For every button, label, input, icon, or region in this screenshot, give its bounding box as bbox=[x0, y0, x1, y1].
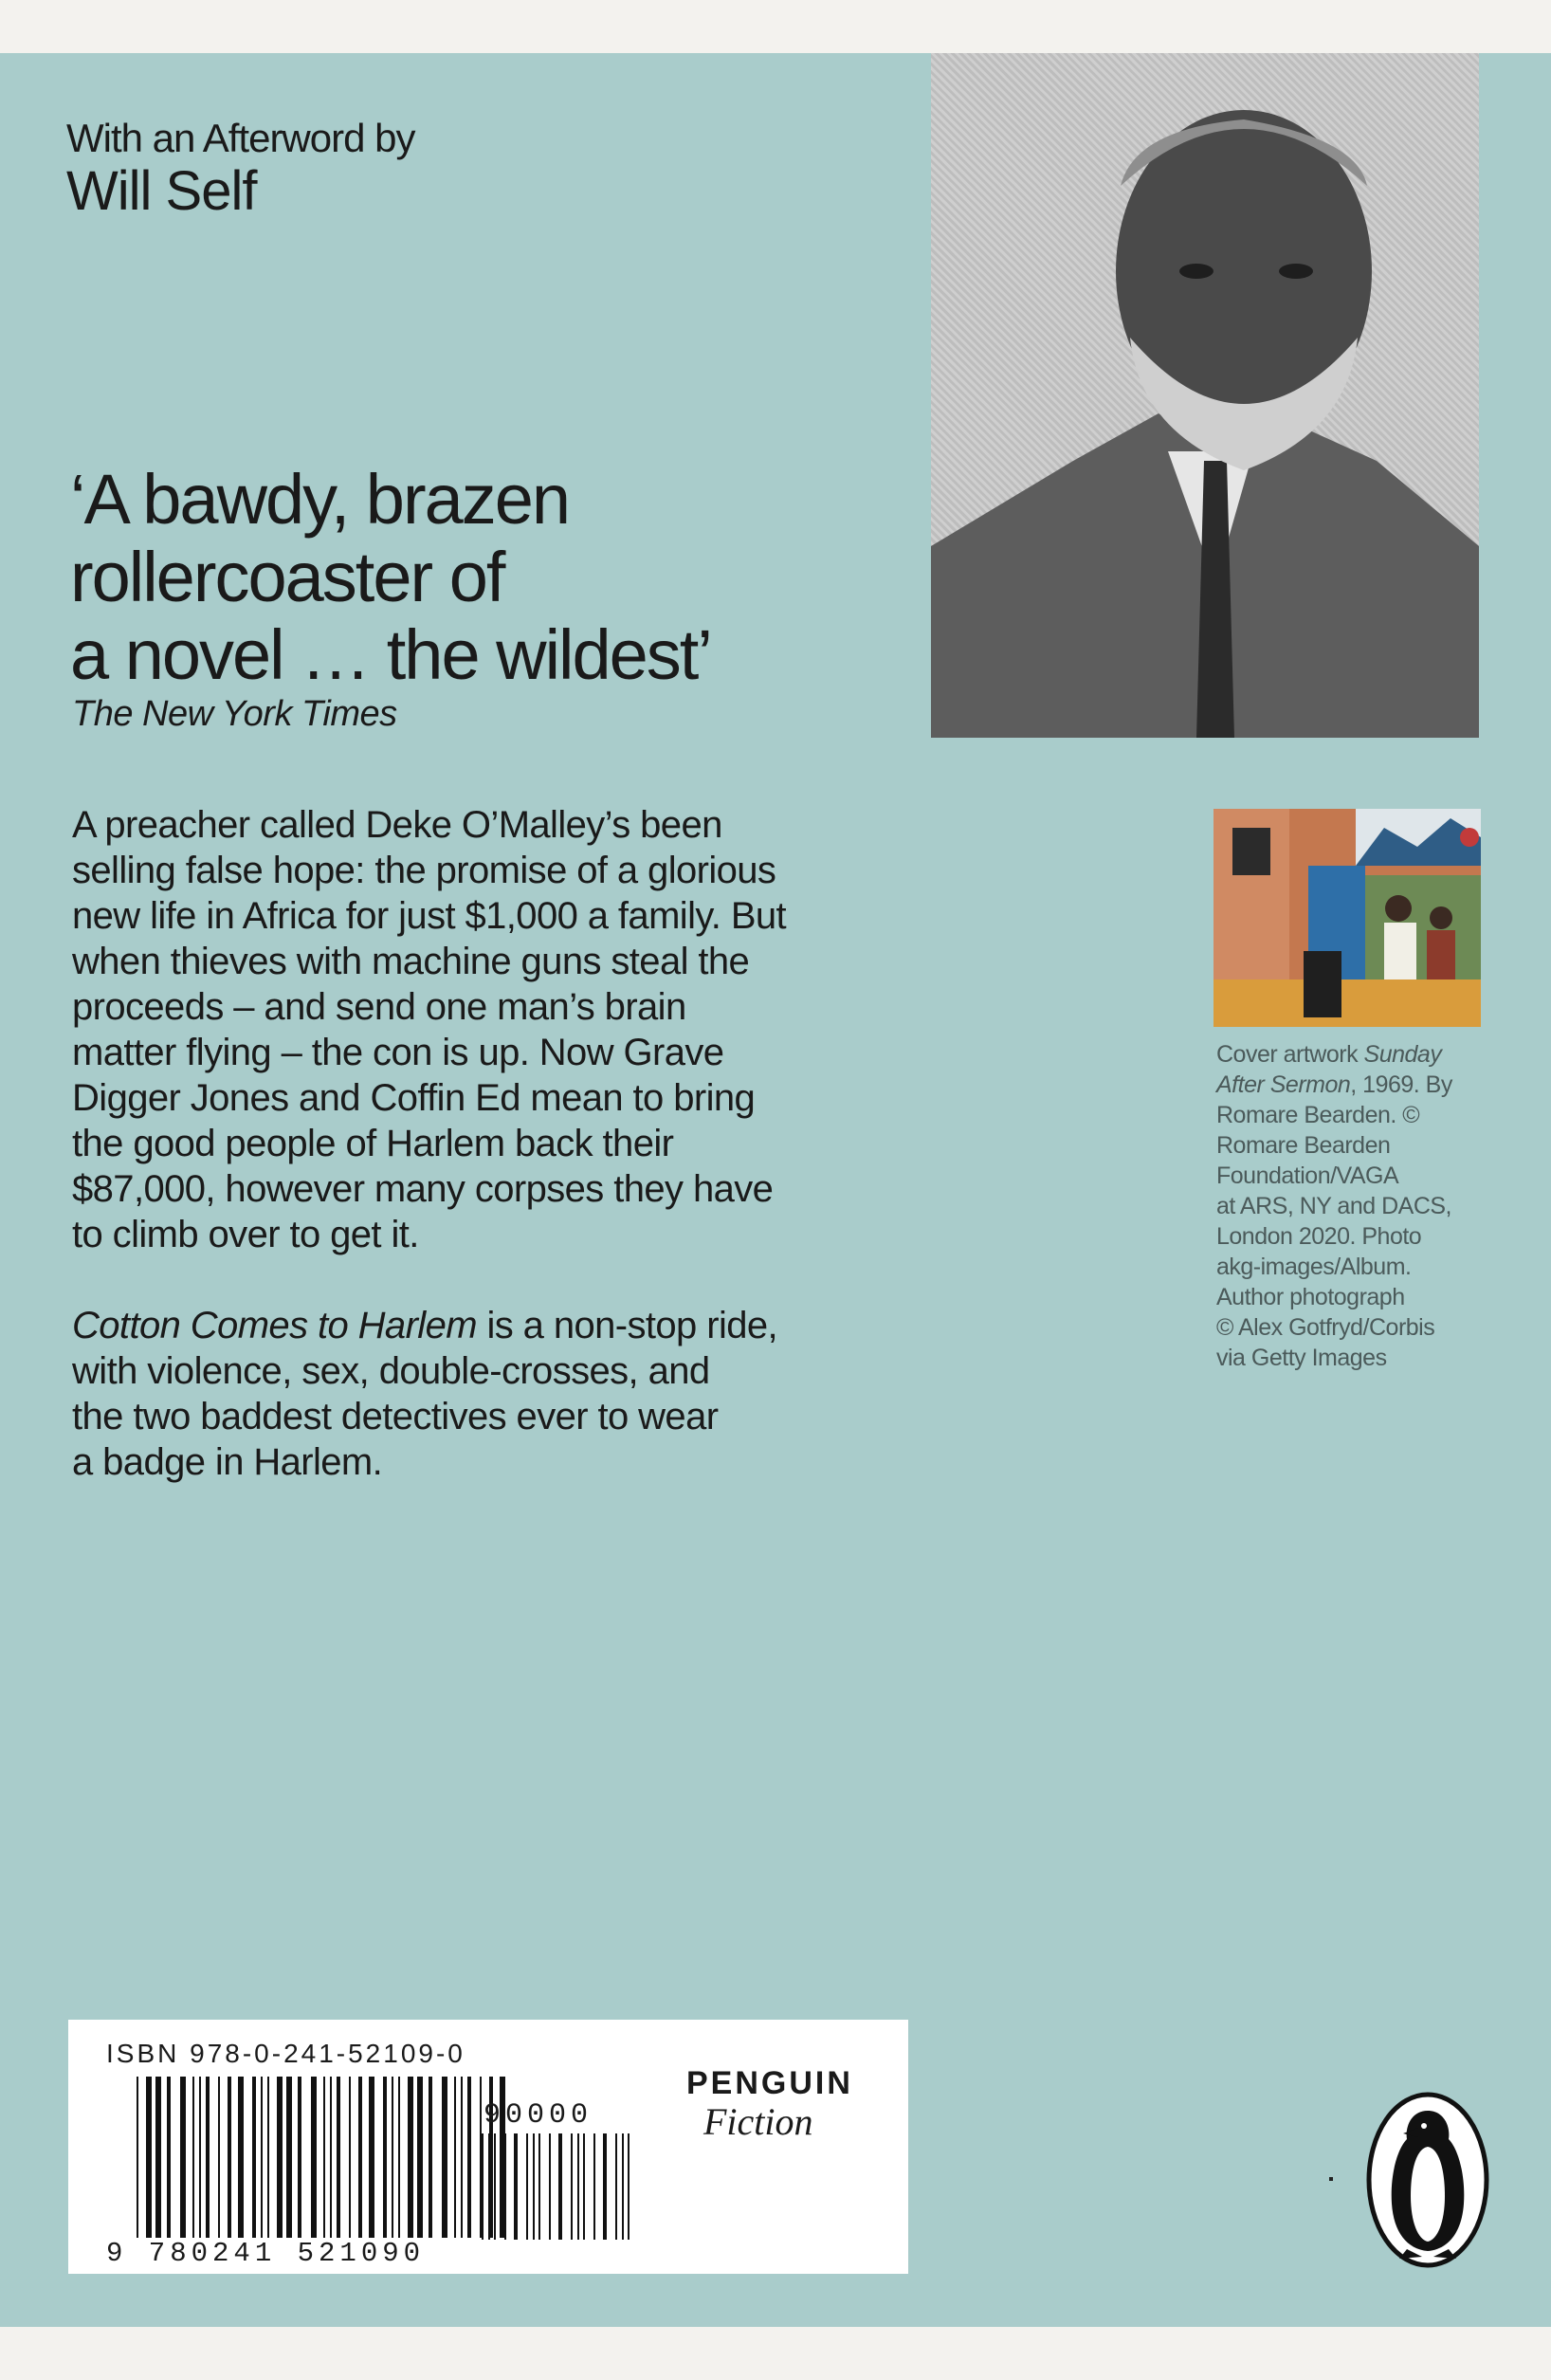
artwork-title: Sunday bbox=[1363, 1041, 1442, 1068]
barcode-bar bbox=[252, 2077, 256, 2238]
cover-credit bbox=[1216, 1039, 1501, 1373]
barcode-bar bbox=[533, 2133, 535, 2240]
barcode-bar bbox=[277, 2077, 283, 2238]
description-line: Digger Jones and Coffin Ed mean to bring bbox=[72, 1077, 756, 1119]
quote-source: The New York Times bbox=[72, 694, 397, 734]
credit-text: © Alex Gotfryd/Corbis bbox=[1216, 1314, 1435, 1341]
barcode-bar bbox=[461, 2077, 463, 2238]
barcode-bar bbox=[383, 2077, 387, 2238]
review-quote bbox=[70, 461, 904, 694]
credit-text: London 2020. Photo bbox=[1216, 1223, 1422, 1250]
barcode-bar bbox=[349, 2077, 351, 2238]
barcode-bar bbox=[180, 2077, 186, 2238]
description-line: A preacher called Deke O’Malley’s been bbox=[72, 804, 722, 846]
barcode-bar bbox=[549, 2133, 551, 2240]
description-line: when thieves with machine guns steal the bbox=[72, 941, 750, 982]
barcode-bar bbox=[298, 2077, 301, 2238]
quote-line: a novel … the wildest’ bbox=[70, 615, 711, 694]
barcode-bar bbox=[538, 2133, 540, 2240]
book-title: Cotton Comes to Harlem bbox=[72, 1305, 477, 1346]
barcode-bar bbox=[504, 2133, 506, 2240]
description-paragraph bbox=[72, 802, 906, 1257]
barcode-bar bbox=[583, 2133, 585, 2240]
barcode-bar bbox=[369, 2077, 374, 2238]
barcode-bar bbox=[488, 2133, 490, 2240]
barcode-bar bbox=[593, 2133, 595, 2240]
penguin-logo-icon bbox=[1361, 2090, 1494, 2270]
barcode-bar bbox=[558, 2133, 562, 2240]
barcode-bar bbox=[467, 2077, 471, 2238]
barcode-bar bbox=[261, 2077, 263, 2238]
barcode-bar bbox=[218, 2077, 220, 2238]
description-line: to climb over to get it. bbox=[72, 1214, 419, 1255]
barcode-bar bbox=[417, 2077, 423, 2238]
barcode-bar bbox=[206, 2077, 210, 2238]
barcode-bar bbox=[577, 2133, 579, 2240]
back-cover bbox=[0, 53, 1551, 2327]
barcode-bar bbox=[267, 2077, 269, 2238]
barcode-bar bbox=[192, 2077, 194, 2238]
quote-line: rollercoaster of bbox=[70, 538, 504, 616]
barcode-bar bbox=[199, 2077, 201, 2238]
description-line: is a non-stop ride, bbox=[476, 1305, 778, 1346]
description-line: $87,000, however many corpses they have bbox=[72, 1168, 774, 1210]
description-line: new life in Africa for just $1,000 a family. But bbox=[72, 895, 787, 937]
barcode-bar bbox=[167, 2077, 171, 2238]
barcode-bar bbox=[398, 2077, 400, 2238]
afterword-author: Will Self bbox=[66, 160, 257, 222]
barcode-bar bbox=[137, 2077, 138, 2238]
afterword-intro: With an Afterword by bbox=[66, 116, 415, 160]
barcode-bar bbox=[392, 2077, 393, 2238]
barcode-bar bbox=[358, 2077, 362, 2238]
isbn-digits: 9 780241 521090 bbox=[106, 2238, 426, 2269]
barcode-bar bbox=[228, 2077, 231, 2238]
publisher-name: PENGUIN bbox=[686, 2065, 853, 2101]
barcode-bar bbox=[442, 2077, 447, 2238]
barcode-bar bbox=[330, 2077, 332, 2238]
isbn-barcode bbox=[137, 2077, 516, 2238]
barcode-bar bbox=[482, 2133, 484, 2240]
barcode-bar bbox=[628, 2133, 630, 2240]
credit-text: Author photograph bbox=[1216, 1284, 1405, 1310]
description-line: a badge in Harlem. bbox=[72, 1441, 383, 1483]
barcode-bar bbox=[454, 2077, 456, 2238]
small-mark bbox=[1329, 2177, 1333, 2181]
barcode-bar bbox=[494, 2133, 496, 2240]
description-paragraph bbox=[72, 1303, 906, 1485]
credit-text: Romare Bearden bbox=[1216, 1132, 1391, 1159]
book-description bbox=[72, 802, 906, 1530]
barcode-bar bbox=[514, 2133, 518, 2240]
publisher-series: Fiction bbox=[703, 2100, 813, 2143]
barcode-bar bbox=[155, 2077, 161, 2238]
description-line: selling false hope: the promise of a glorious bbox=[72, 850, 776, 891]
barcode-bar bbox=[408, 2077, 413, 2238]
isbn-label: ISBN 978-0-241-52109-0 bbox=[106, 2039, 465, 2068]
description-line: proceeds – and send one man’s brain bbox=[72, 986, 686, 1028]
credit-text: Foundation/VAGA bbox=[1216, 1163, 1399, 1189]
credit-text: at ARS, NY and DACS, bbox=[1216, 1193, 1451, 1219]
barcode-bar bbox=[146, 2077, 152, 2238]
price-barcode bbox=[482, 2133, 633, 2240]
barcode-bar bbox=[286, 2077, 292, 2238]
price-code: 90000 bbox=[484, 2099, 593, 2132]
credit-text: Cover artwork bbox=[1216, 1041, 1364, 1068]
description-line: the good people of Harlem back their bbox=[72, 1123, 674, 1164]
barcode-bar bbox=[311, 2077, 317, 2238]
artwork-title: After Sermon bbox=[1216, 1071, 1351, 1098]
credit-text: , 1969. By bbox=[1350, 1071, 1452, 1098]
barcode-bar bbox=[622, 2133, 624, 2240]
description-line: matter flying – the con is up. Now Grave bbox=[72, 1032, 724, 1073]
barcode-bar bbox=[238, 2077, 244, 2238]
cover-artwork-thumbnail bbox=[1213, 809, 1481, 1027]
quote-line: ‘A bawdy, brazen bbox=[70, 460, 570, 539]
barcode-bar bbox=[323, 2077, 325, 2238]
barcode-panel bbox=[68, 2020, 908, 2274]
barcode-bar bbox=[526, 2133, 528, 2240]
barcode-bar bbox=[603, 2133, 607, 2240]
credit-text: Romare Bearden. © bbox=[1216, 1102, 1420, 1128]
description-line: with violence, sex, double-crosses, and bbox=[72, 1350, 710, 1392]
credit-text: via Getty Images bbox=[1216, 1345, 1387, 1371]
barcode-bar bbox=[429, 2077, 432, 2238]
author-photograph bbox=[931, 53, 1479, 738]
barcode-bar bbox=[571, 2133, 573, 2240]
barcode-bar bbox=[337, 2077, 340, 2238]
barcode-bar bbox=[615, 2133, 617, 2240]
description-line: the two baddest detectives ever to wear bbox=[72, 1396, 719, 1437]
credit-text: akg-images/Album. bbox=[1216, 1254, 1412, 1280]
